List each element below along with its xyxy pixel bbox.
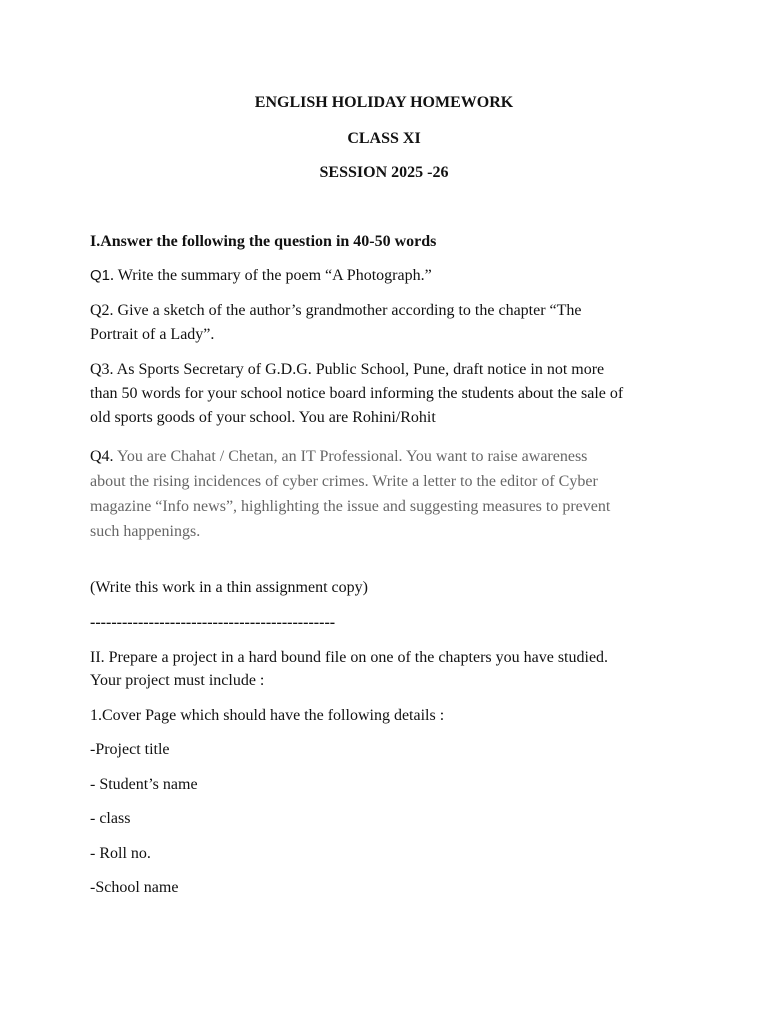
question-3-line-2: than 50 words for your school notice board informing the students about the sale of [90,385,624,402]
section-2-line-1: II. Prepare a project in a hard bound file on one of the chapters you have studied. [90,649,609,666]
list-item: - Roll no. [90,845,151,862]
class-label: CLASS XI [347,130,421,147]
question-1 [90,264,690,288]
question-1-text: . Write the summary of the poem “A Photograph.” [110,267,432,284]
question-3-line-1: Q3. As Sports Secretary of G.D.G. Public School, Pune, draft notice in not more [90,361,605,378]
session-label: SESSION 2025 -26 [319,164,449,181]
section-2-line-2: Your project must include : [90,672,265,689]
question-4-line-4: such happenings. [90,523,201,540]
list-item: - Student’s name [90,776,198,793]
question-2-line-1: Q2. Give a sketch of the author’s grandmother according to the chapter “The [90,302,582,319]
list-item: -Project title [90,741,170,758]
question-4-line-1 [90,445,690,469]
cover-page-instruction: 1.Cover Page which should have the following details : [90,707,445,724]
section-1-heading: I.Answer the following the question in 40-50 words [90,233,437,250]
question-4-number: Q4. [90,448,114,465]
question-4-text: You are Chahat / Chetan, an IT Professional. You want to raise awareness [113,448,588,465]
question-4-line-3: magazine “Info news”, highlighting the issue and suggesting measures to prevent [90,498,611,515]
separator-line: ---------------------------------------------- [90,614,336,631]
list-item: - class [90,810,131,827]
question-1-number: Q1 [90,267,111,284]
list-item: -School name [90,879,179,896]
document-title: ENGLISH HOLIDAY HOMEWORK [254,94,514,111]
assignment-note: (Write this work in a thin assignment copy) [90,579,368,596]
question-3-line-3: old sports goods of your school. You are Rohini/Rohit [90,409,436,426]
question-2-line-2: Portrait of a Lady”. [90,326,215,343]
question-4-line-2: about the rising incidences of cyber crimes. Write a letter to the editor of Cyber [90,473,598,490]
